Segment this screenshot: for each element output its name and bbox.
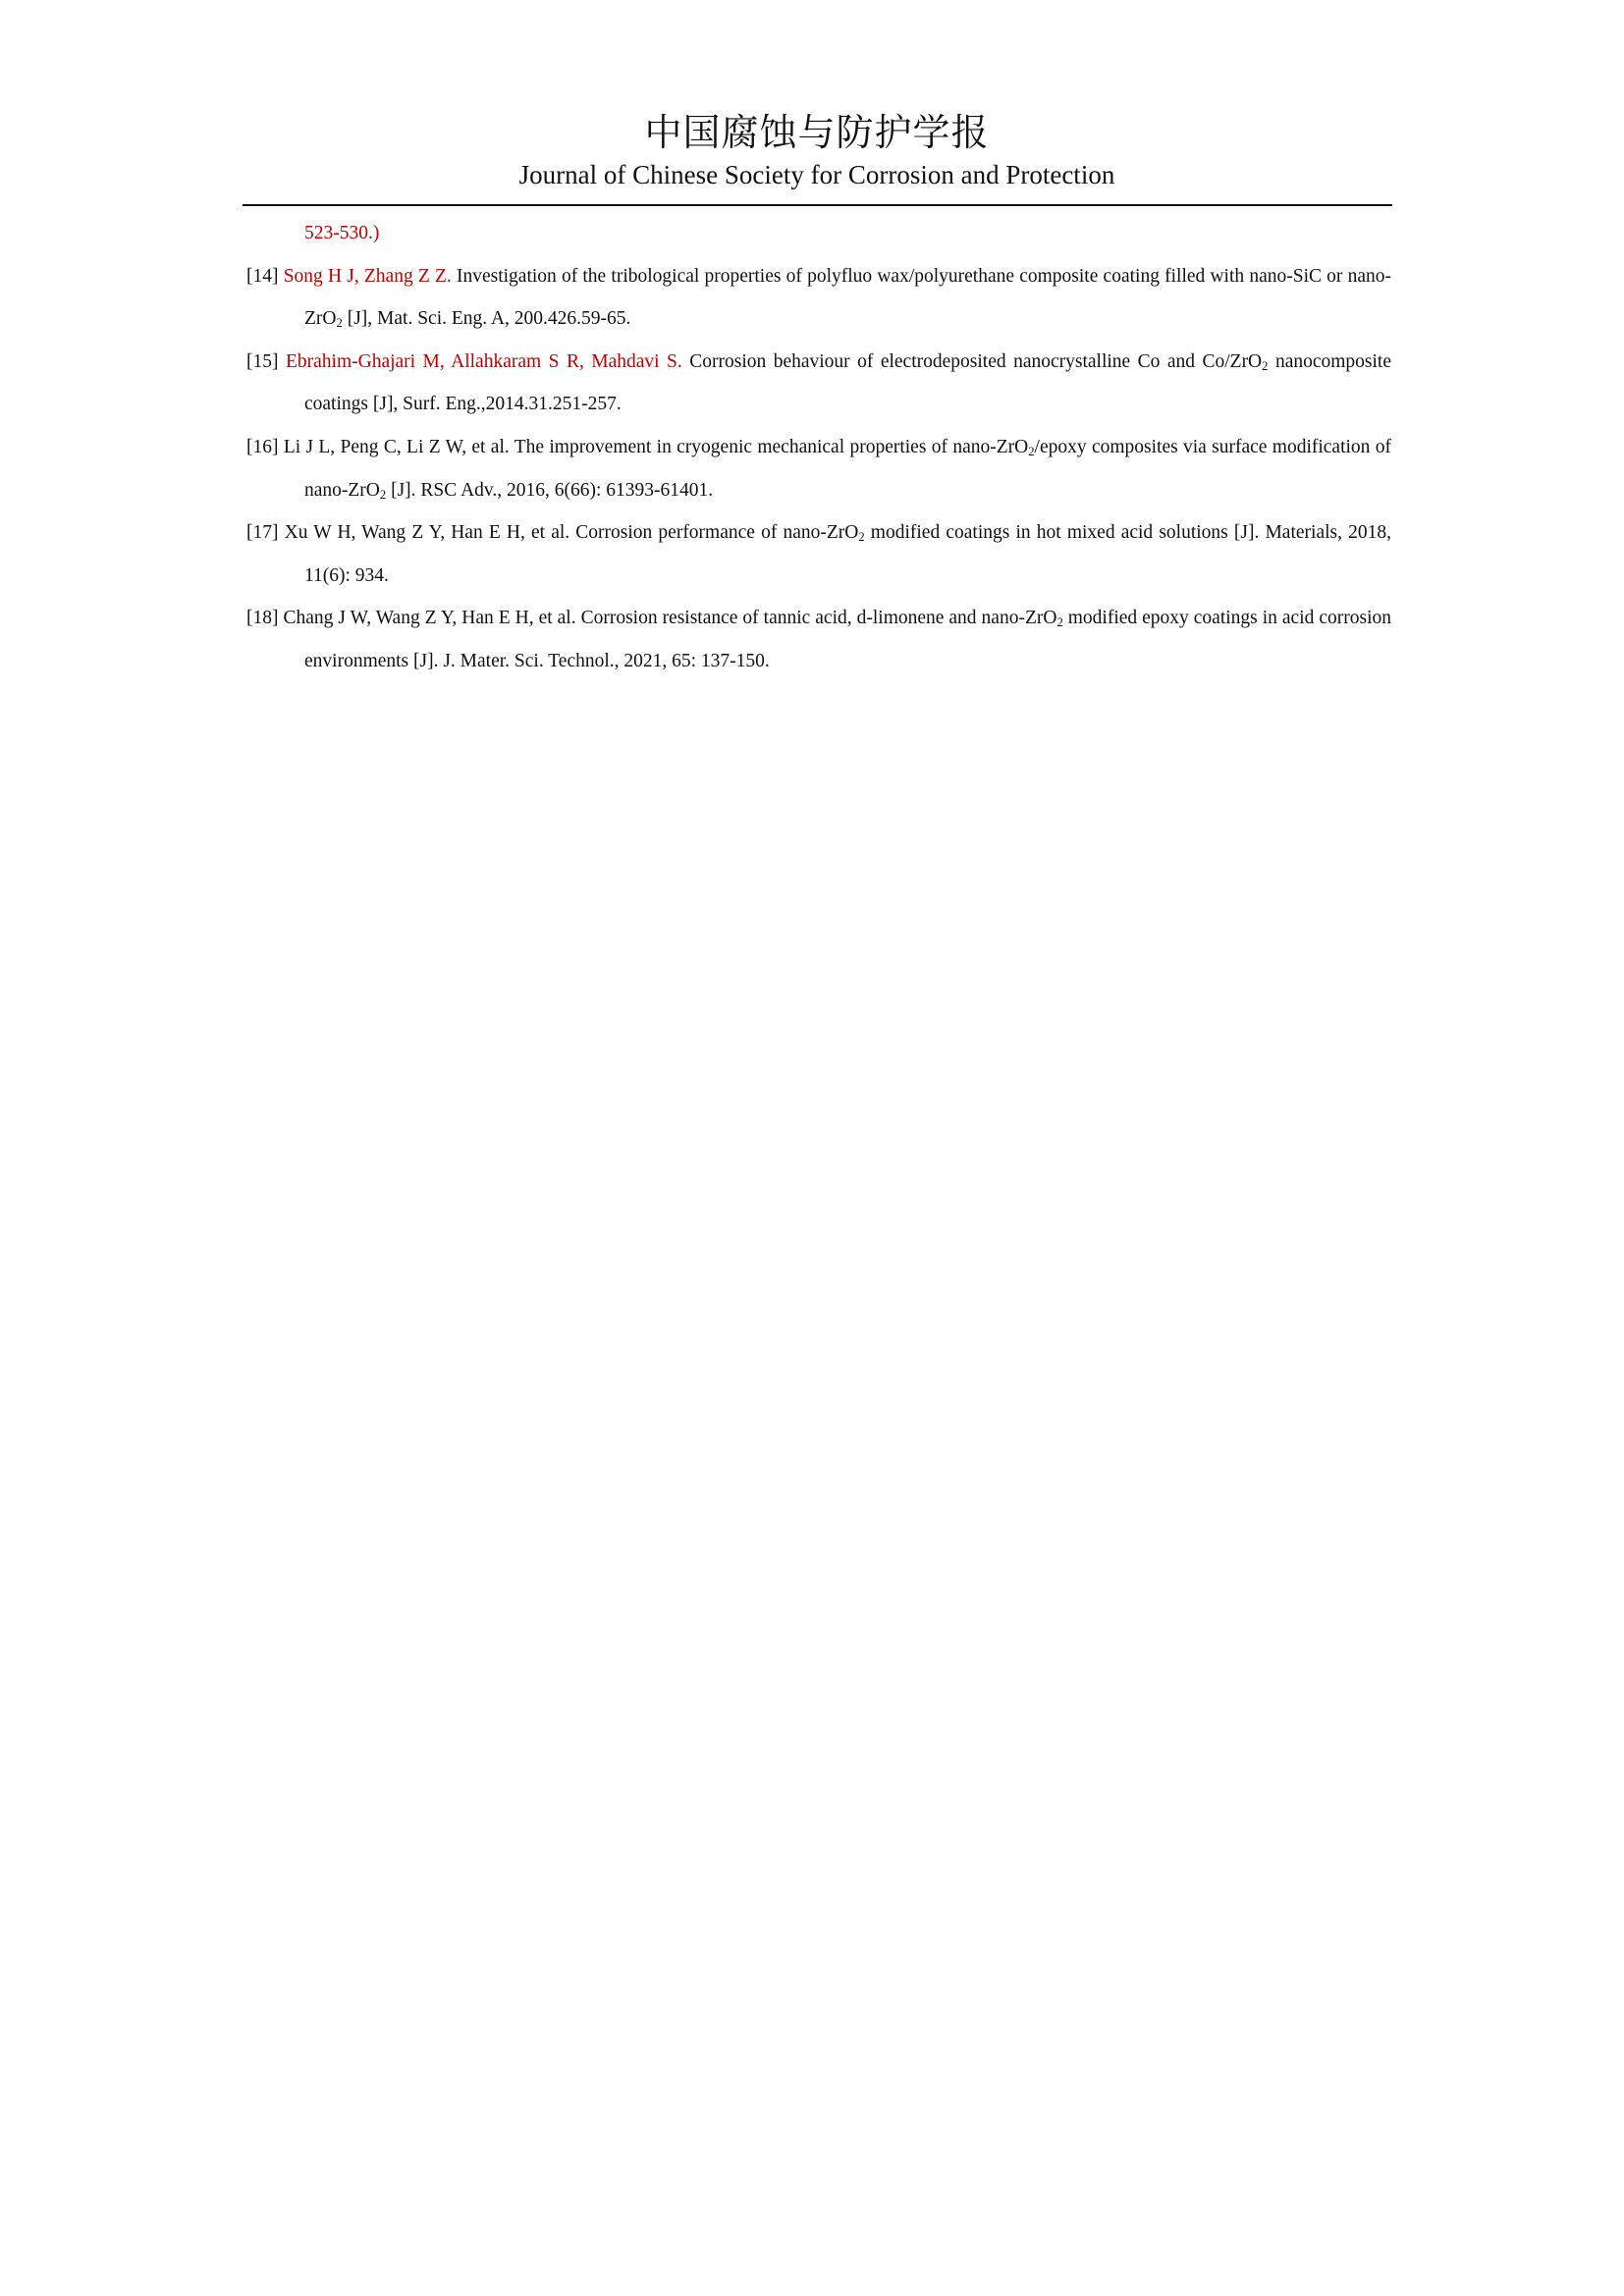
reference-list bbox=[246, 212, 1391, 683]
reference-text: nanocomposite coatings [J], Surf. Eng.,2014.31.251-257. bbox=[304, 350, 1392, 415]
reference-number: [18] bbox=[246, 608, 279, 629]
journal-title-chinese: 中国腐蚀与防护学报 bbox=[644, 111, 990, 154]
reference-number: [15] bbox=[246, 350, 279, 372]
reference-18 bbox=[246, 597, 1391, 682]
reference-15 bbox=[246, 341, 1391, 426]
reference-text: Investigation of the tribological properties of polyfluo wax/polyurethane composite coating filled with nano-SiC or nano-ZrO bbox=[304, 265, 1392, 330]
reference-text: Xu W H, Wang Z Y, Han E H, et al. Corrosion performance of nano-ZrO bbox=[278, 522, 859, 544]
reference-text: Corrosion behaviour of electrodeposited nanocrystalline Co and Co/ZrO bbox=[681, 350, 1263, 372]
reference-16 bbox=[246, 426, 1391, 511]
highlighted-authors: Ebrahim-Ghajari M, Allahkaram S R, Mahdavi S. bbox=[285, 350, 682, 372]
reference-number: [14] bbox=[246, 265, 279, 287]
reference-text: /epoxy composites via surface modification of nano-ZrO bbox=[304, 436, 1391, 501]
reference-13-continuation: 523-530.) bbox=[304, 223, 380, 243]
subscript: 2 bbox=[379, 487, 387, 502]
reference-17 bbox=[246, 511, 1391, 597]
subscript: 2 bbox=[1056, 615, 1063, 630]
reference-text: [J]. RSC Adv., 2016, 6(66): 61393-61401. bbox=[386, 479, 714, 501]
subscript: 2 bbox=[1028, 445, 1035, 459]
subscript: 2 bbox=[336, 316, 343, 331]
subscript: 2 bbox=[858, 530, 865, 545]
reference-text: [J], Mat. Sci. Eng. A, 200.426.59-65. bbox=[342, 308, 631, 330]
reference-14 bbox=[246, 255, 1391, 341]
reference-text: Chang J W, Wang Z Y, Han E H, et al. Corrosion resistance of tannic acid, d-limonene and nano-ZrO bbox=[278, 608, 1057, 629]
reference-number: [16] bbox=[246, 436, 279, 457]
reference-text: modified epoxy coatings in acid corrosion environments [J]. J. Mater. Sci. Technol., 2021, 65: 137-150. bbox=[304, 608, 1391, 671]
header-divider bbox=[243, 204, 1392, 206]
highlighted-authors: Song H J, Zhang Z Z. bbox=[283, 265, 452, 287]
reference-text: Li J L, Peng C, Li Z W, et al. The improvement in cryogenic mechanical properties of nano-ZrO bbox=[278, 436, 1029, 457]
journal-title-english: Journal of Chinese Society for Corrosion and Protection bbox=[518, 160, 1115, 189]
subscript: 2 bbox=[1262, 358, 1269, 373]
page-header bbox=[243, 110, 1391, 190]
reference-text: modified coatings in hot mixed acid solutions [J]. Materials, 2018, 11(6): 934. bbox=[304, 522, 1391, 586]
reference-number: [17] bbox=[246, 522, 279, 544]
